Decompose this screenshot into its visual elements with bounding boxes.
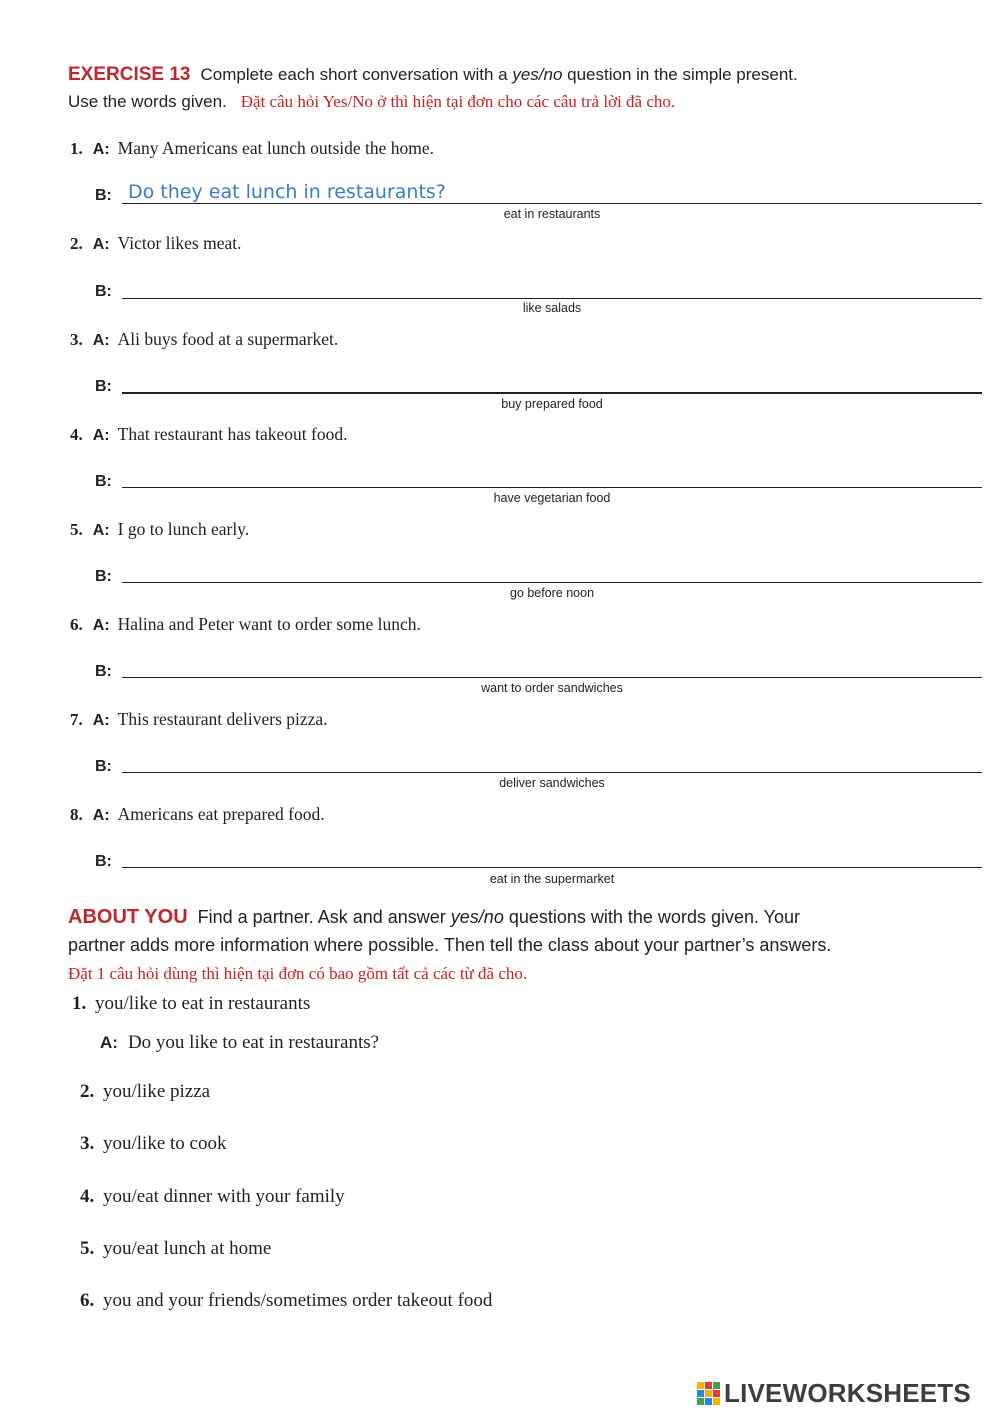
item-3-answer-line [122,392,982,394]
item-2-prompt: 2. A: Victor likes meat. [70,233,242,253]
item-2-b-label: B: [95,283,112,300]
about-example-answer: Do you like to eat in restaurants? [127,1032,380,1053]
about-item-4: 4. you/eat dinner with your family [80,1186,345,1207]
about-item-1: 1. you/like to eat in restaurants [72,993,311,1014]
item-7-prompt: 7. A: This restaurant delivers pizza. [70,709,328,729]
about-item-2: 2. you/like pizza [80,1081,211,1102]
about-instruction: Find a partner. Ask and answer yes/no questions with the words given. Your [197,907,801,927]
item-7-statement: This restaurant delivers pizza. [117,709,328,729]
exercise-header [68,64,798,86]
about-vietnamese-instruction: Đặt 1 câu hỏi dùng thì hiện tại đơn có bao gồm tất cả các từ đã cho. [68,964,528,983]
item-6-cue: want to order sandwiches [481,681,623,695]
item-5-answer-line [122,582,982,583]
item-5-statement: I go to lunch early. [117,519,250,539]
item-4-answer-input[interactable] [124,459,988,487]
about-example-label: A: [100,1033,118,1052]
item-4-prompt: 4. A: That restaurant has takeout food. [70,424,348,444]
item-7-cue: deliver sandwiches [499,776,605,790]
item-7-b-label: B: [95,758,112,775]
item-8-b-label: B: [95,853,112,870]
item-3-b-label: B: [95,378,112,395]
item-1-prompt: 1. A: Many Americans eat lunch outside the home. [70,138,435,158]
item-6-prompt: 6. A: Halina and Peter want to order some lunch. [70,614,421,634]
item-4-cue: have vegetarian food [493,491,611,505]
about-example [100,1032,379,1054]
item-8-answer-input[interactable] [124,839,988,867]
item-5-b-label: B: [95,568,112,585]
item-5-answer-input[interactable] [124,554,988,582]
item-7-answer-input[interactable] [124,744,988,772]
item-1-cue: eat in restaurants [503,207,601,221]
item-4-answer-line [122,487,982,488]
exercise-instruction: Complete each short conversation with a yes/no question in the simple present. [200,65,798,84]
item-6-answer-line [122,677,982,678]
item-2-answer-input[interactable] [124,273,988,301]
about-instruction-line2: partner adds more information where possible. Then tell the class about your partner’s answers. [68,935,832,955]
item-2-statement: Victor likes meat. [117,233,242,253]
item-6-statement: Halina and Peter want to order some lunch. [117,614,421,634]
exercise-instruction-line2: Use the words given. Đặt câu hỏi Yes/No ở thì hiện tại đơn cho các câu trả lời đã cho. [68,92,676,111]
item-2-answer-line [122,298,982,299]
item-3-cue: buy prepared food [501,397,603,411]
item-4-statement: That restaurant has takeout food. [117,424,348,444]
item-1-answer-line [122,203,982,204]
item-8-prompt: 8. A: Americans eat prepared food. [70,804,325,824]
item-4-b-label: B: [95,473,112,490]
item-6-answer-input[interactable] [124,649,988,677]
item-8-statement: Americans eat prepared food. [117,804,325,824]
item-1-answer-input[interactable] [124,178,988,206]
item-1-b-label: B: [95,187,112,204]
item-1-statement: Many Americans eat lunch outside the home. [117,138,435,158]
item-5-prompt: 5. A: I go to lunch early. [70,519,250,539]
item-5-cue: go before noon [509,586,595,600]
item-7-answer-line [122,772,982,773]
item-3-prompt: 3. A: Ali buys food at a supermarket. [70,329,339,349]
logo-text: LIVEWORKSHEETS [724,1378,971,1408]
item-8-answer-line [122,867,982,868]
about-item-5: 5. you/eat lunch at home [80,1238,272,1259]
item-6-b-label: B: [95,663,112,680]
about-label: ABOUT YOU [68,906,188,928]
item-3-answer-input[interactable] [124,364,988,392]
about-header [68,906,800,929]
item-3-statement: Ali buys food at a supermarket. [117,329,339,349]
logo-grid-icon [697,1382,720,1405]
item-2-cue: like salads [522,301,582,315]
item-8-cue: eat in the supermarket [489,872,615,886]
exercise-vietnamese-instruction: Đặt câu hỏi Yes/No ở thì hiện tại đơn cho các câu trả lời đã cho. [240,92,676,111]
liveworksheets-logo [697,1378,971,1409]
exercise-label: EXERCISE 13 [68,64,191,85]
about-item-3: 3. you/like to cook [80,1133,227,1154]
about-item-6: 6. you and your friends/sometimes order takeout food [80,1290,493,1311]
